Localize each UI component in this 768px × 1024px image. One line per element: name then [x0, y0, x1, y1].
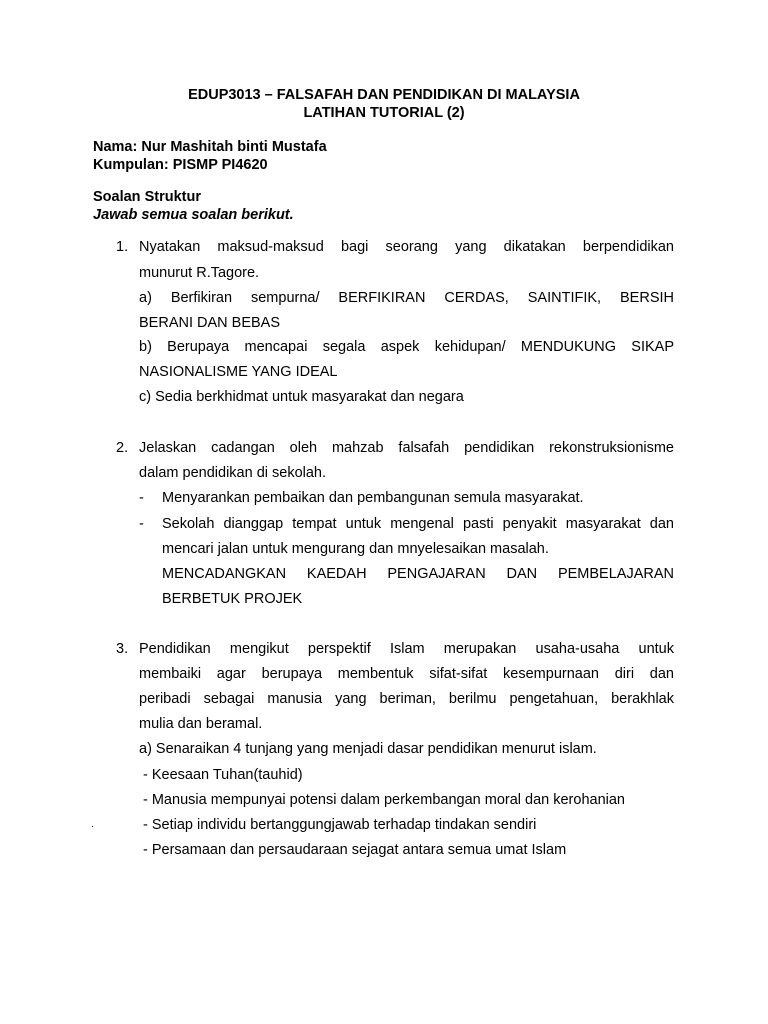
- section-heading: Soalan Struktur: [93, 189, 201, 205]
- q3-answer-item-3: - Setiap individu bertanggungjawab terhadap tindakan sendiri: [143, 817, 537, 833]
- q2-bullet-dash-1: -: [139, 490, 144, 506]
- section-instruction: Jawab semua soalan berikut.: [93, 207, 294, 223]
- q3-text-line4: mulia dan beramal.: [139, 716, 263, 732]
- q2-bullet-3-line1: MENCADANGKAN KAEDAH PENGAJARAN DAN PEMBELAJARAN: [162, 566, 674, 582]
- document-subtitle: LATIHAN TUTORIAL (2): [303, 105, 465, 121]
- question-number-1: 1.: [116, 239, 129, 255]
- q1-text-line1: Nyatakan maksud-maksud bagi seorang yang dikatakan berpendidikan: [139, 239, 674, 255]
- q3-text-line3: peribadi sebagai manusia yang beriman, berilmu pengetahuan, berakhlak: [139, 691, 674, 707]
- q2-bullet-1: Menyarankan pembaikan dan pembangunan semula masyarakat.: [162, 490, 584, 506]
- q3-text-line1: Pendidikan mengikut perspektif Islam merupakan usaha-usaha untuk: [139, 641, 674, 657]
- q2-bullet-2-line1: Sekolah dianggap tempat untuk mengenal pasti penyakit masyarakat dan: [162, 516, 674, 532]
- margin-dot: .: [91, 819, 94, 830]
- q1-answer-b-line1: b) Berupaya mencapai segala aspek kehidupan/ MENDUKUNG SIKAP: [139, 339, 674, 355]
- q3-text-line2: membaiki agar berupaya membentuk sifat-sifat kesempurnaan diri dan: [139, 666, 674, 682]
- q1-text-line2: munurut R.Tagore.: [139, 265, 260, 281]
- q3-answer-item-1: - Keesaan Tuhan(tauhid): [143, 767, 303, 783]
- student-name: Nama: Nur Mashitah binti Mustafa: [93, 139, 327, 155]
- q1-answer-a-line1: a) Berfikiran sempurna/ BERFIKIRAN CERDAS, SAINTIFIK, BERSIH: [139, 290, 674, 306]
- q1-answer-b-line2: NASIONALISME YANG IDEAL: [139, 364, 338, 380]
- q3-answer-item-4: - Persamaan dan persaudaraan sejagat antara semua umat Islam: [143, 842, 567, 858]
- q2-bullet-3-line2: BERBETUK PROJEK: [162, 591, 303, 607]
- question-number-2: 2.: [116, 440, 129, 456]
- q3-answer-item-2: - Manusia mempunyai potensi dalam perkembangan moral dan kerohanian: [143, 792, 625, 808]
- q1-answer-c: c) Sedia berkhidmat untuk masyarakat dan negara: [139, 389, 464, 405]
- document-title: EDUP3013 – FALSAFAH DAN PENDIDIKAN DI MALAYSIA: [188, 87, 580, 103]
- q2-text-line2: dalam pendidikan di sekolah.: [139, 465, 327, 481]
- question-number-3: 3.: [116, 641, 129, 657]
- student-group: Kumpulan: PISMP PI4620: [93, 157, 268, 173]
- q1-answer-a-line2: BERANI DAN BEBAS: [139, 315, 281, 331]
- q2-bullet-2-line2: mencari jalan untuk mengurang dan mnyelesaikan masalah.: [162, 541, 549, 557]
- q2-text-line1: Jelaskan cadangan oleh mahzab falsafah pendidikan rekonstruksionisme: [139, 440, 674, 456]
- q3-subquestion-a: a) Senaraikan 4 tunjang yang menjadi dasar pendidikan menurut islam.: [139, 741, 597, 757]
- q2-bullet-dash-2: -: [139, 516, 144, 532]
